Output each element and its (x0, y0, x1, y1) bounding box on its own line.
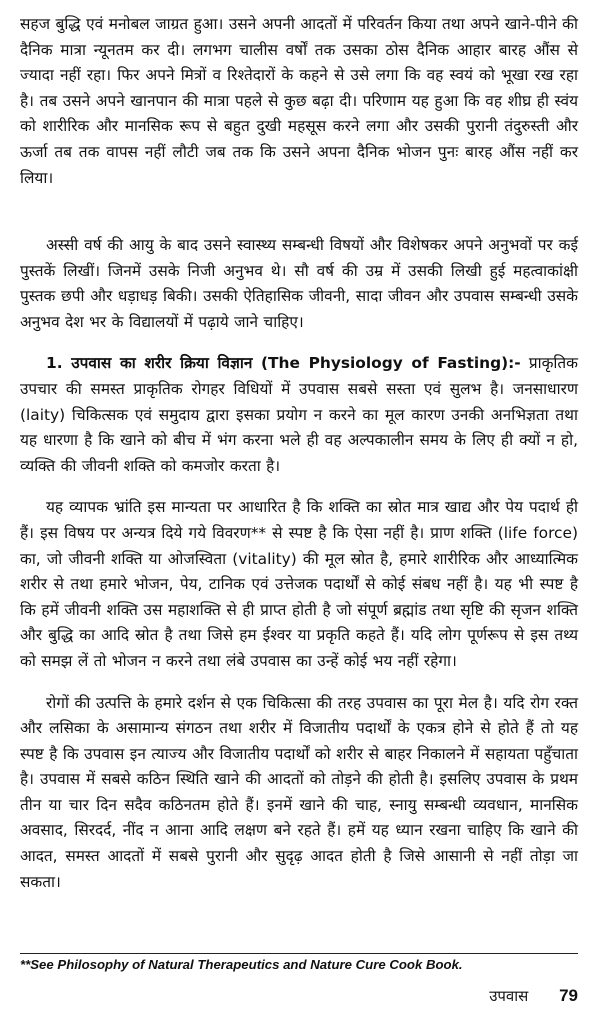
paragraph-3-body: प्राकृतिक उपचार की समस्त प्राकृतिक रोगहर विधियों में उपवास सबसे सस्ता एवं सुलभ है। जनसाधारण (laity) चिकित्सक एवं समुदाय द्वारा इसका प्रयोग न करने का मूल कारण उनकी अनभिज्ञता तथा यह धारणा है कि खाने को बीच में भंग करना भले ही वह अल्पकालीन समय के लिए ही क्यों न हो, व्यक्ति की जीवनी शक्ति को कमजोर करता है। (20, 354, 578, 475)
footnote-divider (20, 953, 578, 954)
paragraph-5: रोगों की उत्पत्ति के हमारे दर्शन से एक चिकित्सा की तरह उपवास का पूरा मेल है। यदि रोग रक्त और लसिका के असामान्य संगठन तथा शरीर में विजातीय पदार्थों के एकत्र होने से होते हैं तो यह स्पष्ट है कि उपवास इन त्याज्य और विजातीय पदार्थों को शरीर से बाहर निकालने में सहायता पहुँचाता है। उपवास में सबसे कठिन स्थिति खाने की आदतों को तोड़ने की होती है। इसलिए उपवास के प्रथम तीन या चार दिन सदैव कठिनतम होते हैं। इनमें खाने की चाह, स्नायु सम्बन्धी व्यवधान, मानसिक अवसाद, सिरदर्द, नींद न आना आदि लक्षण बने रहते हैं। हमें यह ध्यान रखना चाहिए कि खाने की आदत, समस्त आदतों में सबसे पुरानी और सुदृढ़ आदत होती है जिसे आसानी से नहीं तोड़ा जा सकता। (20, 693, 578, 891)
footer-section-title: उपवास (489, 987, 529, 1005)
footnote: **See Philosophy of Natural Therapeutics and Nature Cure Cook Book. (20, 957, 463, 972)
section-heading: 1. उपवास का शरीर क्रिया विज्ञान (The Physiology of Fasting):- (46, 354, 521, 373)
paragraph-4: यह व्यापक भ्रांति इस मान्यता पर आधारित है कि शक्ति का स्रोत मात्र खाद्य और पेय पदार्थ ही हैं। इस विषय पर अन्यत्र दिये गये विवरण** से स्पष्ट है कि ऐसा नहीं है। प्राण शक्ति (life force) का, जो जीवनी शक्ति या ओजस्विता (vitality) की मूल स्रोत है, हमारे शारीरिक और आध्यात्मिक शरीर से तथा हमारे भोजन, पेय, टानिक एवं उत्तेजक पदार्थों से कोई संबध नहीं है। यह भी स्पष्ट है कि हमें जीवनी शक्ति उस महाशक्ति से ही प्राप्त होती है जो संपूर्ण ब्रह्मांड तथा सृष्टि की सृजन शक्ति और बुद्धि का आदि स्रोत है तथा जिसे हम ईश्वर या प्रकृति कहते हैं। यदि लोग पूर्णरूप से इस तथ्य को समझ लें तो भोजन न करने तथा लंबे उपवास का उन्हें कोई भय नहीं रहेगा। (20, 498, 578, 670)
paragraph-3 (20, 351, 578, 479)
page-number: 79 (559, 986, 578, 1005)
running-footer (489, 986, 578, 1006)
paragraph-1: सहज बुद्धि एवं मनोबल जाग्रत हुआ। उसने अपनी आदतों में परिवर्तन किया तथा अपने खाने-पीने की दैनिक मात्रा न्यूनतम कर दी। लगभग चालीस वर्षों तक उसका ठोस दैनिक आहार बारह औंस से ज्यादा नहीं रहा। फिर अपने मित्रों व रिश्तेदारों के कहने से उसे लगा कि वह स्वयं को भूखा रख रहा है। तब उसने अपने खानपान की मात्रा पहले से कुछ बढ़ा दी। परिणाम यह हुआ कि वह शीघ्र ही स्वंय को शारीरिक और मानसिक रूप से बहुत दुखी महसूस करने लगा और उसकी पुरानी तंदुरुस्ती और ऊर्जा तब तक वापस नहीं लौटी जब तक कि उसने अपना दैनिक भोजन पुनः बारह औंस नहीं कर लिया। (20, 15, 578, 187)
paragraph-2: अस्सी वर्ष की आयु के बाद उसने स्वास्थ्य सम्बन्धी विषयों और विशेषकर अपने अनुभवों पर कई पुस्तकें लिखीं। जिनमें उसके निजी अनुभव थे। सौ वर्ष की उम्र में उसकी लिखी हुई महत्वाकांक्षी पुस्तक छपी और धड़ाधड़ बिकी। उसकी ऐतिहासिक जीवनी, सादा जीवन और उपवास सम्बन्धी उसके अनुभव देश भर के विद्यालयों में पढ़ाये जाने चाहिए। (20, 236, 578, 331)
